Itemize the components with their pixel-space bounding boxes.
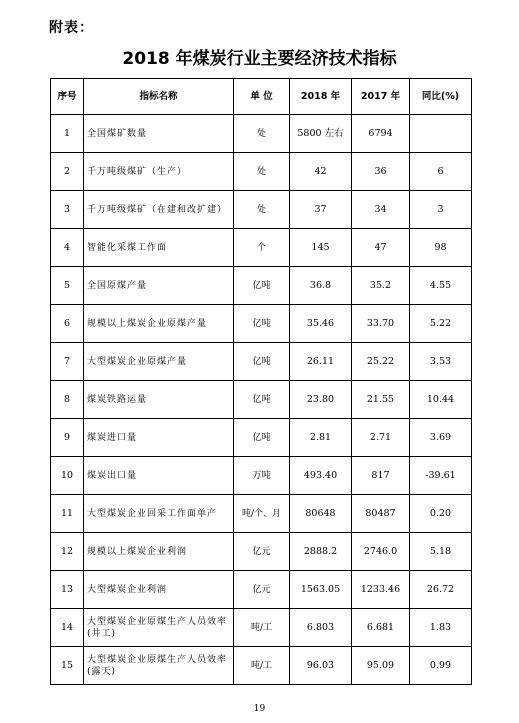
cell-no: 8 — [51, 381, 84, 419]
table-row — [51, 571, 472, 609]
cell-name: 千万吨级煤矿（生产） — [84, 153, 234, 191]
cell-unit: 亿元 — [234, 571, 290, 609]
cell-2018: 36.8 — [290, 267, 352, 305]
table-row — [51, 305, 472, 343]
cell-2017: 21.55 — [352, 381, 410, 419]
cell-yoy: 5.22 — [410, 305, 472, 343]
cell-unit: 吨/个、月 — [234, 495, 290, 533]
cell-2017: 1233.46 — [352, 571, 410, 609]
table-row — [51, 609, 472, 647]
cell-2018: 2888.2 — [290, 533, 352, 571]
cell-2018: 26.11 — [290, 343, 352, 381]
cell-no: 9 — [51, 419, 84, 457]
table-row — [51, 457, 472, 495]
cell-no: 5 — [51, 267, 84, 305]
cell-no: 11 — [51, 495, 84, 533]
cell-name: 全国煤矿数量 — [84, 115, 234, 153]
cell-unit: 亿吨 — [234, 305, 290, 343]
cell-no: 15 — [51, 647, 84, 685]
header-yoy: 同比(%) — [410, 79, 472, 115]
cell-2018: 493.40 — [290, 457, 352, 495]
header-name: 指标名称 — [84, 79, 234, 115]
cell-no: 1 — [51, 115, 84, 153]
table-row — [51, 343, 472, 381]
cell-2018: 96.03 — [290, 647, 352, 685]
cell-2018: 80648 — [290, 495, 352, 533]
table-body — [51, 115, 472, 685]
cell-unit: 亿吨 — [234, 419, 290, 457]
cell-yoy: 26.72 — [410, 571, 472, 609]
table-row — [51, 533, 472, 571]
cell-no: 2 — [51, 153, 84, 191]
cell-name: 煤炭铁路运量 — [84, 381, 234, 419]
cell-yoy: 98 — [410, 229, 472, 267]
cell-2017: 36 — [352, 153, 410, 191]
cell-yoy: 3.69 — [410, 419, 472, 457]
cell-yoy: 3 — [410, 191, 472, 229]
cell-name: 规模以上煤炭企业原煤产量 — [84, 305, 234, 343]
cell-unit: 处 — [234, 153, 290, 191]
cell-unit: 万吨 — [234, 457, 290, 495]
cell-no: 7 — [51, 343, 84, 381]
table-row — [51, 267, 472, 305]
cell-name: 千万吨级煤矿（在建和改扩建） — [84, 191, 234, 229]
cell-no: 14 — [51, 609, 84, 647]
cell-2017: 47 — [352, 229, 410, 267]
cell-unit: 吨/工 — [234, 647, 290, 685]
cell-yoy: 4.55 — [410, 267, 472, 305]
cell-name: 智能化采煤工作面 — [84, 229, 234, 267]
cell-2018: 23.80 — [290, 381, 352, 419]
cell-yoy: 10.44 — [410, 381, 472, 419]
cell-2018: 42 — [290, 153, 352, 191]
cell-yoy: 5.18 — [410, 533, 472, 571]
cell-no: 12 — [51, 533, 84, 571]
header-2017: 2017 年 — [352, 79, 410, 115]
cell-2018: 35.46 — [290, 305, 352, 343]
indicators-table — [50, 78, 472, 685]
cell-unit: 亿吨 — [234, 267, 290, 305]
cell-no: 6 — [51, 305, 84, 343]
header-unit: 单 位 — [234, 79, 290, 115]
header-no: 序号 — [51, 79, 84, 115]
cell-name: 大型煤炭企业原煤生产人员效率(露天) — [84, 647, 234, 685]
cell-no: 3 — [51, 191, 84, 229]
cell-unit: 处 — [234, 191, 290, 229]
cell-name: 全国原煤产量 — [84, 267, 234, 305]
table-row — [51, 153, 472, 191]
cell-2017: 817 — [352, 457, 410, 495]
table-header-row — [51, 79, 472, 115]
cell-name: 大型煤炭企业原煤生产人员效率(井工) — [84, 609, 234, 647]
cell-unit: 亿元 — [234, 533, 290, 571]
cell-2017: 2746.0 — [352, 533, 410, 571]
cell-2018: 1563.05 — [290, 571, 352, 609]
table-row — [51, 647, 472, 685]
table-row — [51, 419, 472, 457]
cell-2017: 6.681 — [352, 609, 410, 647]
cell-2017: 34 — [352, 191, 410, 229]
cell-no: 4 — [51, 229, 84, 267]
header-2018: 2018 年 — [290, 79, 352, 115]
page-title: 2018 年煤炭行业主要经济技术指标 — [122, 49, 397, 69]
cell-yoy: 1.83 — [410, 609, 472, 647]
cell-yoy: 0.99 — [410, 647, 472, 685]
table-row — [51, 229, 472, 267]
cell-name: 煤炭出口量 — [84, 457, 234, 495]
cell-name: 煤炭进口量 — [84, 419, 234, 457]
cell-2017: 2.71 — [352, 419, 410, 457]
cell-2017: 95.09 — [352, 647, 410, 685]
page-number: 19 — [253, 704, 266, 714]
cell-unit: 处 — [234, 115, 290, 153]
cell-unit: 亿吨 — [234, 343, 290, 381]
cell-2018: 6.803 — [290, 609, 352, 647]
appendix-label: 附表： — [49, 20, 94, 36]
table-row — [51, 115, 472, 153]
cell-2017: 33.70 — [352, 305, 410, 343]
cell-name: 规模以上煤炭企业利润 — [84, 533, 234, 571]
table-row — [51, 495, 472, 533]
cell-yoy — [410, 115, 472, 153]
table-row — [51, 381, 472, 419]
cell-2018: 145 — [290, 229, 352, 267]
cell-yoy: 3.53 — [410, 343, 472, 381]
cell-2017: 25.22 — [352, 343, 410, 381]
cell-2018: 5800 左右 — [290, 115, 352, 153]
cell-unit: 个 — [234, 229, 290, 267]
table-row — [51, 191, 472, 229]
cell-no: 10 — [51, 457, 84, 495]
cell-2017: 35.2 — [352, 267, 410, 305]
cell-unit: 亿吨 — [234, 381, 290, 419]
cell-yoy: 0.20 — [410, 495, 472, 533]
cell-2018: 37 — [290, 191, 352, 229]
cell-name: 大型煤炭企业回采工作面单产 — [84, 495, 234, 533]
cell-no: 13 — [51, 571, 84, 609]
cell-name: 大型煤炭企业利润 — [84, 571, 234, 609]
cell-yoy: 6 — [410, 153, 472, 191]
cell-unit: 吨/工 — [234, 609, 290, 647]
cell-2018: 2.81 — [290, 419, 352, 457]
cell-2017: 80487 — [352, 495, 410, 533]
cell-name: 大型煤炭企业原煤产量 — [84, 343, 234, 381]
cell-2017: 6794 — [352, 115, 410, 153]
cell-yoy: -39.61 — [410, 457, 472, 495]
